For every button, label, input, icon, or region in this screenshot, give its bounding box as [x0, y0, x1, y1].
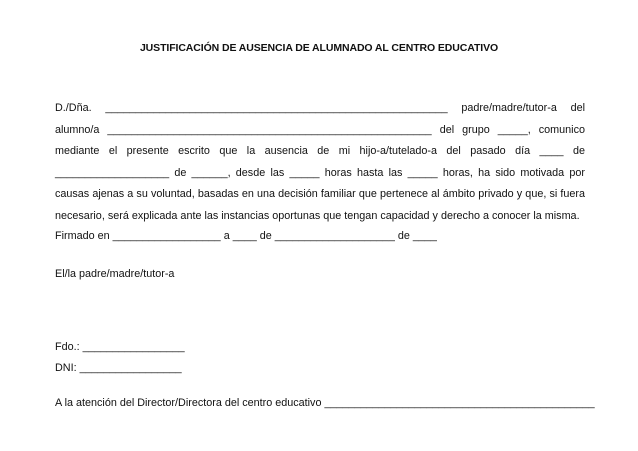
guardian-line: El/la padre/madre/tutor-a: [55, 268, 175, 280]
signed-in-line: Firmado en __________________ a ____ de ____________________ de ____: [55, 230, 437, 242]
document-title: JUSTIFICACIÓN DE AUSENCIA DE ALUMNADO AL CENTRO EDUCATIVO: [139, 42, 499, 54]
signature-line: Fdo.: _________________: [55, 341, 185, 353]
attention-line: A la atención del Director/Directora del centro educativo _____________________________________________: [55, 397, 595, 409]
justification-paragraph: D./Dña. _________________________________________________________ padre/madre/tutor-a del alumno/a ______________________________________________________ del grupo _____, comunico mediante el presente escrito que la ausencia de mi hijo-a/tutelado-a del pasado día ____ de ___________________ de ______, desde las _____ horas hasta las _____ horas, ha sido motivada por causas ajenas a su voluntad, basadas en una decisión familiar que pertenece al ámbito privado y que, si fuera necesario, será explicada ante las instancias oportunas que tengan capacidad y derecho a conocer la misma.: [55, 102, 585, 222]
dni-line: DNI: _________________: [55, 362, 182, 374]
